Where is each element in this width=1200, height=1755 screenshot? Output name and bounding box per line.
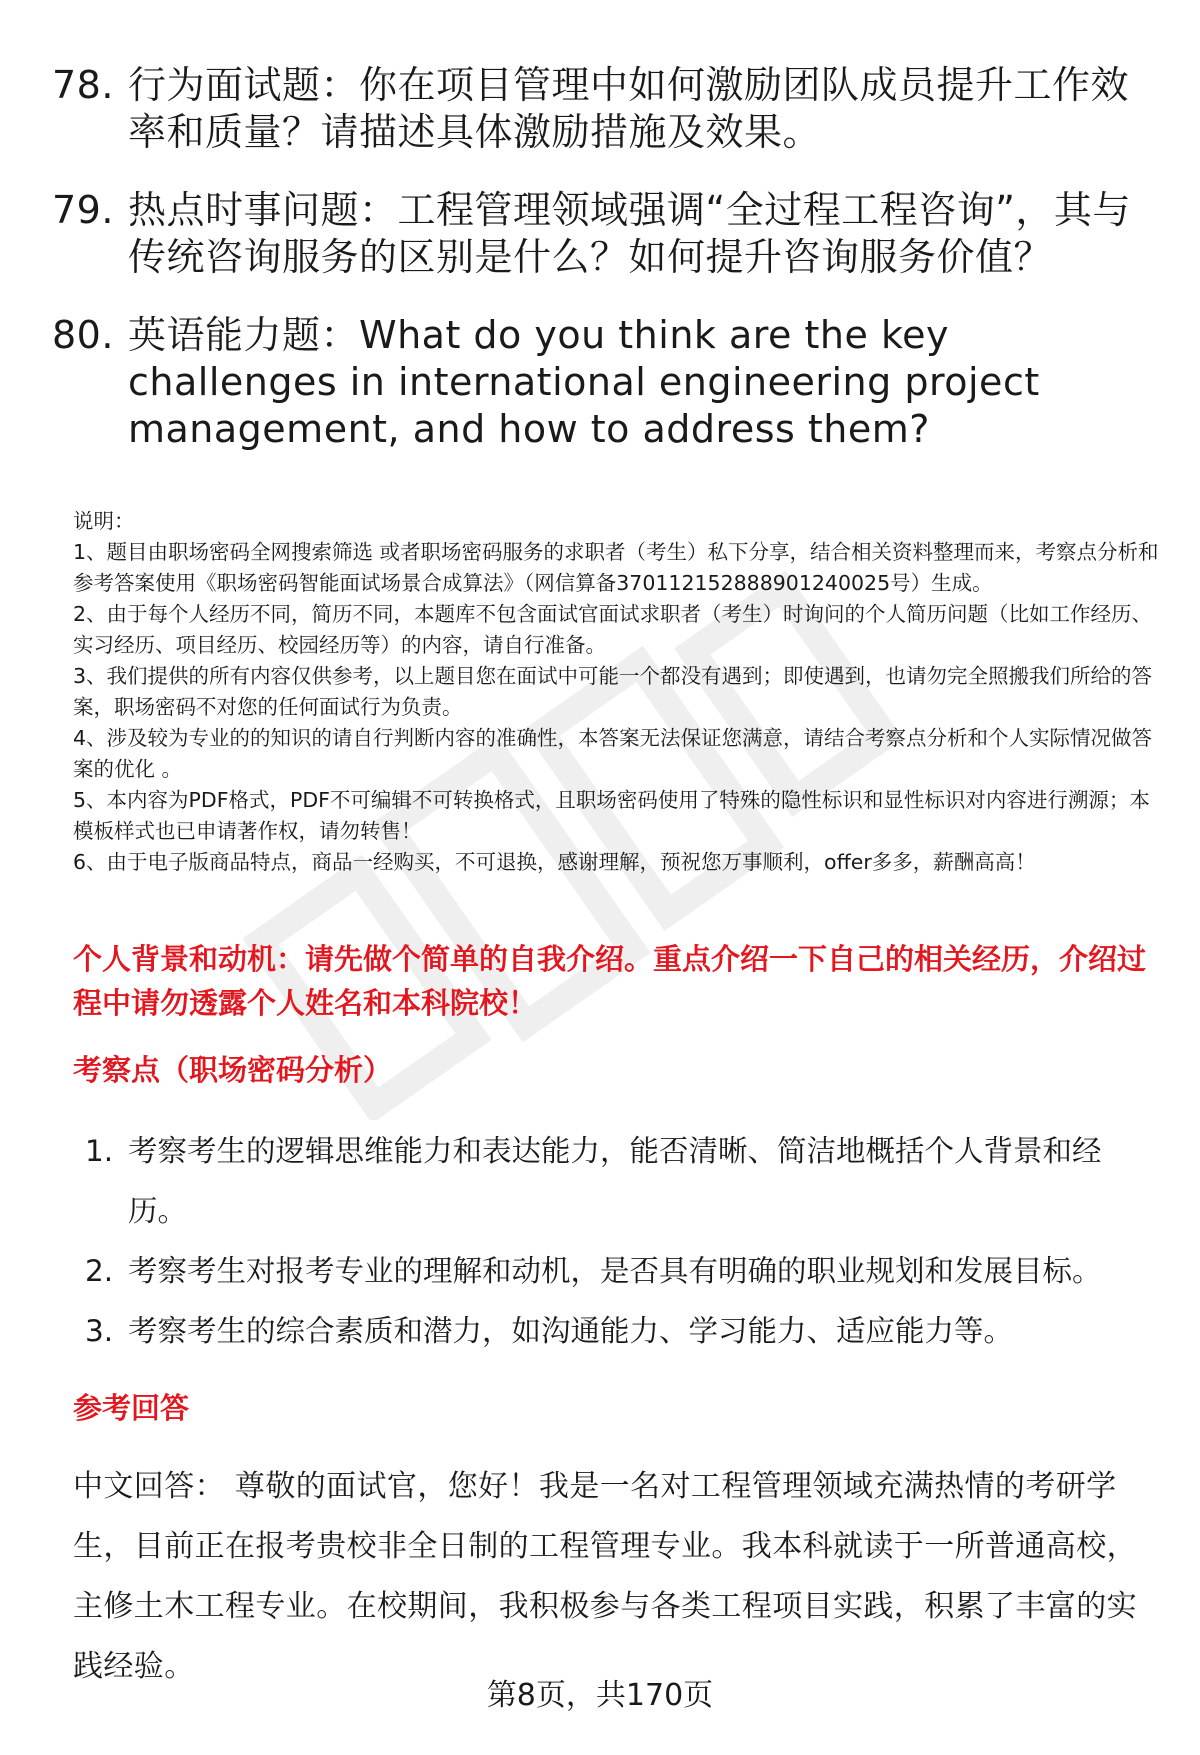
reference-answer: 中文回答： 尊敬的面试官，您好！我是一名对工程管理领域充满热情的考研学生，目前正在报考贵校非全日制的工程管理专业。我本科就读于一所普通高校，主修土木工程专业。在校期间，我积极参与各类工程项目实践，积累了丰富的实践经验。 (73, 1469, 1137, 1684)
analysis-points (85, 1121, 1125, 1361)
question-number: 78. (52, 63, 114, 107)
point-text: 考察考生的逻辑思维能力和表达能力，能否清晰、简洁地概括个人背景和经历。 (128, 1134, 1102, 1228)
question-number: 80. (52, 313, 114, 357)
point-text: 考察考生的综合素质和潜力，如沟通能力、学习能力、适应能力等。 (128, 1314, 1014, 1348)
list-item (85, 1241, 1125, 1301)
notes-title: 说明： (73, 509, 135, 533)
list-item (85, 1301, 1125, 1361)
question-item (52, 187, 1152, 281)
point-number: 2. (85, 1254, 114, 1288)
question-number: 79. (52, 188, 114, 232)
page-footer: 第8页，共170页 (486, 1678, 714, 1713)
point-number: 3. (85, 1314, 114, 1348)
analysis-heading: 考察点（职场密码分析） (73, 1053, 393, 1087)
question-item (52, 62, 1152, 156)
note-item: 6、由于电子版商品特点，商品一经购买，不可退换，感谢理解，预祝您万事顺利，offer多多，薪酬高高！ (73, 850, 1036, 874)
question-list (52, 62, 1152, 484)
notes-section (73, 506, 1163, 878)
question-text: 热点时事问题：工程管理领域强调“全过程工程咨询”，其与传统咨询服务的区别是什么？如何提升咨询服务价值？ (128, 188, 1131, 279)
note-item: 1、题目由职场密码全网搜索筛选 或者职场密码服务的求职者（考生）私下分享，结合相关资料整理而来，考察点分析和参考答案使用《职场密码智能面试场景合成算法》（网信算备370112152888901240025号）生成。 (73, 540, 1159, 595)
point-text: 考察考生对报考专业的理解和动机，是否具有明确的职业规划和发展目标。 (128, 1254, 1102, 1288)
note-item: 5、本内容为PDF格式，PDF不可编辑不可转换格式，且职场密码使用了特殊的隐性标识和显性标识对内容进行溯源；本模板样式也已申请著作权，请勿转售！ (73, 788, 1150, 843)
list-item (85, 1121, 1125, 1241)
reference-heading: 参考回答 (73, 1391, 190, 1425)
question-item (52, 312, 1152, 453)
point-number: 1. (85, 1134, 114, 1168)
note-item: 4、涉及较为专业的的知识的请自行判断内容的准确性，本答案无法保证您满意，请结合考察点分析和个人实际情况做答案的优化 。 (73, 726, 1153, 781)
background-question: 个人背景和动机：请先做个简单的自我介绍。重点介绍一下自己的相关经历，介绍过程中请勿透露个人姓名和本科院校！ (73, 942, 1147, 1020)
question-text: 行为面试题：你在项目管理中如何激励团队成员提升工作效率和质量？请描述具体激励措施及效果。 (128, 63, 1130, 154)
question-text: 英语能力题：What do you think are the key challenges in international engineering project management, and how to address them? (128, 313, 1040, 451)
note-item: 2、由于每个人经历不同，简历不同，本题库不包含面试官面试求职者（考生）时询问的个人简历问题（比如工作经历、实习经历、项目经历、校园经历等）的内容，请自行准备。 (73, 602, 1153, 657)
note-item: 3、我们提供的所有内容仅供参考，以上题目您在面试中可能一个都没有遇到；即使遇到，也请勿完全照搬我们所给的答案，职场密码不对您的任何面试行为负责。 (73, 664, 1153, 719)
